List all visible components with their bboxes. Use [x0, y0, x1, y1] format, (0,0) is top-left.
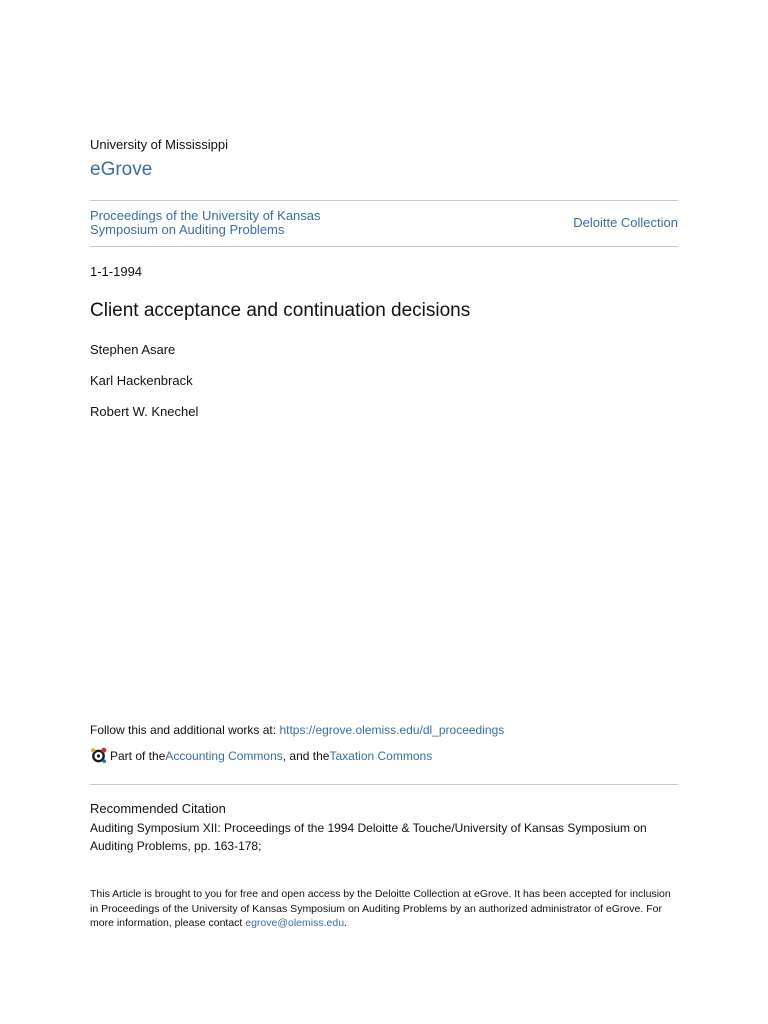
- part-of-middle: , and the: [282, 748, 330, 763]
- divider-series: [90, 246, 678, 247]
- accounting-commons-link[interactable]: Accounting Commons: [165, 748, 283, 763]
- university-name: University of Mississippi: [90, 137, 228, 152]
- notice-text: This Article is brought to you for free and open access by the Deloitte Collection at eGrove. It has been accepted for inclusion in Proceedings of the University of Kansas Symposium on Auditing Problems by an authorized administrator of eGrove. For more information, please contact: [90, 888, 671, 929]
- citation-heading: Recommended Citation: [90, 801, 226, 816]
- contact-email-link[interactable]: egrove@olemiss.edu: [245, 917, 345, 929]
- follow-prefix: Follow this and additional works at:: [90, 723, 280, 737]
- part-of-line: [90, 747, 432, 764]
- access-notice: [90, 887, 678, 931]
- part-of-prefix: Part of the: [110, 748, 166, 763]
- proceedings-url-link[interactable]: https://egrove.olemiss.edu/dl_proceedings: [279, 723, 505, 737]
- author-name: Karl Hackenbrack: [90, 373, 193, 388]
- series-link[interactable]: Proceedings of the University of Kansas Symposium on Auditing Problems: [90, 208, 321, 237]
- divider-top: [90, 200, 678, 201]
- notice-suffix: .: [344, 917, 347, 929]
- author-name: Stephen Asare: [90, 342, 176, 357]
- follow-line: [90, 723, 504, 737]
- divider-citation: [90, 784, 678, 785]
- author-name: Robert W. Knechel: [90, 404, 199, 419]
- egrove-link[interactable]: eGrove: [90, 159, 153, 180]
- taxation-commons-link[interactable]: Taxation Commons: [329, 748, 433, 763]
- article-title: Client acceptance and continuation decisions: [90, 300, 471, 321]
- commons-network-icon: [90, 747, 107, 764]
- citation-text: Auditing Symposium XII: Proceedings of the 1994 Deloitte & Touche/University of Kansas Symposium on Auditing Problems, pp. 163-178;: [90, 821, 647, 853]
- publication-date: 1-1-1994: [90, 264, 143, 279]
- collection-link[interactable]: Deloitte Collection: [573, 215, 678, 230]
